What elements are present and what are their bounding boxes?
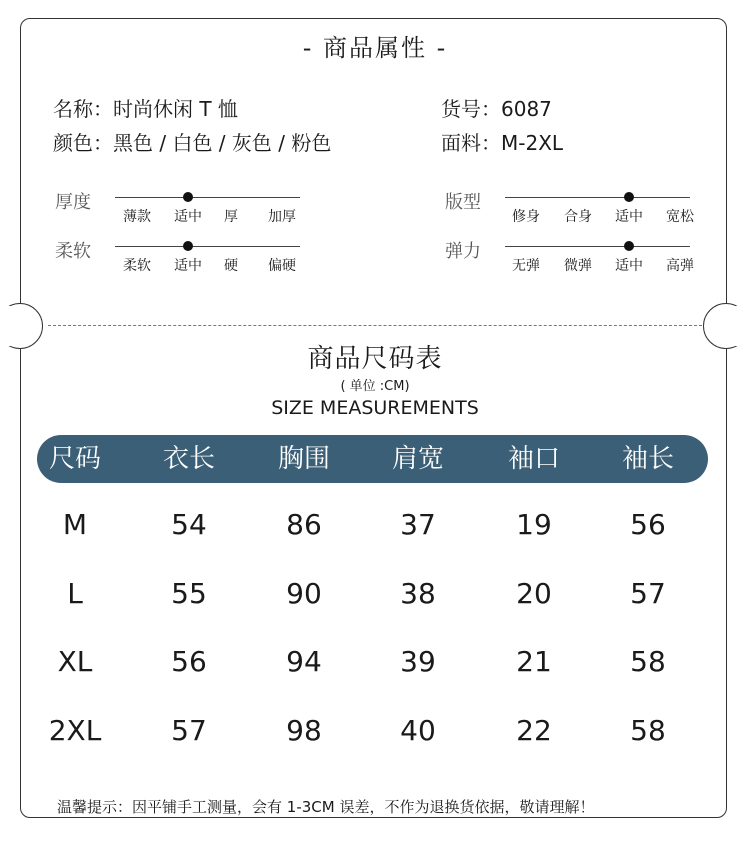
scale-label: 版型: [445, 192, 481, 213]
size-label-cell: 2XL: [48, 714, 102, 747]
size-label-cell: XL: [57, 645, 93, 678]
scale-option: 合身: [564, 209, 592, 225]
scale-option: 加厚: [268, 209, 296, 225]
scale-option: 偏硬: [268, 258, 296, 274]
attributes-title: - 商品属性 -: [302, 34, 448, 62]
table-cell: 94: [286, 645, 322, 678]
table-header-cell: 袖口: [507, 444, 561, 474]
scale-option: 柔软: [123, 258, 151, 274]
size-chart-unit: ( 单位 :CM): [340, 379, 410, 394]
table-cell: 57: [630, 577, 666, 610]
table-cell: 98: [286, 714, 322, 747]
table-cell: 38: [400, 577, 436, 610]
item-number: 货号：6087: [441, 97, 552, 121]
table-header-cell: 尺码: [48, 444, 102, 474]
table-header-cell: 衣长: [162, 444, 216, 474]
scale-marker: [624, 192, 634, 202]
table-cell: 56: [630, 508, 666, 541]
dashed-divider: [48, 325, 702, 326]
scale-marker: [624, 241, 634, 251]
scale-line: [505, 197, 690, 198]
table-cell: 56: [171, 645, 207, 678]
scale-marker: [183, 241, 193, 251]
table-cell: 86: [286, 508, 322, 541]
scale-marker: [183, 192, 193, 202]
scale-option: 薄款: [123, 209, 151, 225]
table-cell: 37: [400, 508, 436, 541]
scale-option: 宽松: [666, 209, 694, 225]
table-cell: 58: [630, 645, 666, 678]
scale-option: 厚: [224, 209, 238, 225]
table-cell: 39: [400, 645, 436, 678]
size-table-header: [37, 435, 708, 483]
size-chart-subtitle: SIZE MEASUREMENTS: [271, 397, 479, 419]
table-cell: 90: [286, 577, 322, 610]
table-header-cell: 袖长: [621, 444, 675, 474]
table-cell: 22: [516, 714, 552, 747]
size-chart-title: 商品尺码表: [307, 344, 443, 374]
scale-line: [115, 197, 300, 198]
scale-option: 硬: [224, 258, 238, 274]
scale-label: 弹力: [445, 241, 481, 262]
scale-option: 适中: [174, 258, 202, 274]
table-header-cell: 肩宽: [391, 444, 445, 474]
table-cell: 40: [400, 714, 436, 747]
scale-option: 微弹: [564, 258, 592, 274]
size-label-cell: L: [67, 577, 83, 610]
table-cell: 55: [171, 577, 207, 610]
product-name: 名称：时尚休闲 T 恤: [53, 97, 238, 121]
scale-option: 适中: [174, 209, 202, 225]
table-cell: 54: [171, 508, 207, 541]
scale-option: 无弹: [512, 258, 540, 274]
scale-label: 柔软: [55, 241, 91, 262]
scale-line: [115, 246, 300, 247]
scale-option: 适中: [615, 258, 643, 274]
table-header-cell: 胸围: [277, 444, 331, 474]
scale-line: [505, 246, 690, 247]
measurement-note: 温馨提示：因平铺手工测量，会有 1-3CM 误差，不作为退换货依据，敬请理解！: [57, 798, 595, 816]
product-fabric: 面料：M-2XL: [441, 131, 564, 155]
table-cell: 20: [516, 577, 552, 610]
table-cell: 19: [516, 508, 552, 541]
table-cell: 21: [516, 645, 552, 678]
scale-option: 修身: [512, 209, 540, 225]
table-cell: 57: [171, 714, 207, 747]
scale-option: 适中: [615, 209, 643, 225]
scale-label: 厚度: [55, 192, 91, 213]
table-cell: 58: [630, 714, 666, 747]
product-colors: 颜色：黑色 / 白色 / 灰色 / 粉色: [53, 131, 332, 155]
size-label-cell: M: [62, 508, 88, 541]
scale-option: 高弹: [666, 258, 694, 274]
